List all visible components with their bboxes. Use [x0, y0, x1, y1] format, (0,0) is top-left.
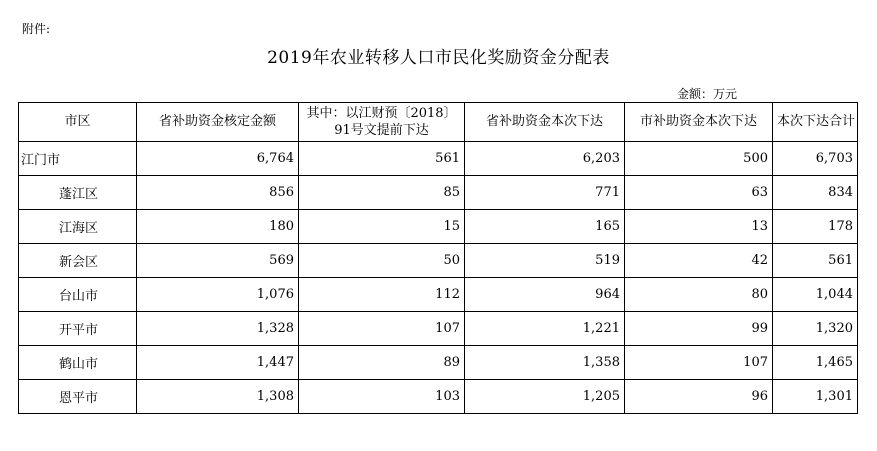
row-name: 新会区: [19, 244, 137, 278]
cell-city-current: 42: [625, 244, 773, 278]
cell-advance: 85: [299, 176, 465, 210]
cell-approved: 6,764: [137, 142, 299, 176]
row-name: 开平市: [19, 312, 137, 346]
table-row: [19, 312, 858, 346]
cell-approved: 1,308: [137, 380, 299, 414]
cell-provincial-current: 519: [465, 244, 625, 278]
cell-total: 178: [773, 210, 858, 244]
cell-provincial-current: 6,203: [465, 142, 625, 176]
header-current-total: 本次下达合计: [773, 103, 858, 142]
cell-approved: 1,328: [137, 312, 299, 346]
cell-total: 834: [773, 176, 858, 210]
cell-provincial-current: 964: [465, 278, 625, 312]
cell-provincial-current: 771: [465, 176, 625, 210]
cell-approved: 1,447: [137, 346, 299, 380]
table-row: [19, 176, 858, 210]
attachment-label: 附件:: [22, 22, 51, 36]
cell-city-current: 80: [625, 278, 773, 312]
header-advance-amount: 其中：以江财预〔2018〕91号文提前下达: [299, 103, 465, 142]
cell-city-current: 500: [625, 142, 773, 176]
cell-provincial-current: 1,221: [465, 312, 625, 346]
cell-city-current: 107: [625, 346, 773, 380]
cell-advance: 107: [299, 312, 465, 346]
cell-advance: 89: [299, 346, 465, 380]
cell-total: 1,301: [773, 380, 858, 414]
cell-approved: 1,076: [137, 278, 299, 312]
cell-provincial-current: 1,358: [465, 346, 625, 380]
cell-city-current: 99: [625, 312, 773, 346]
row-name: 鹤山市: [19, 346, 137, 380]
table-row: [19, 380, 858, 414]
cell-total: 1,320: [773, 312, 858, 346]
cell-advance: 50: [299, 244, 465, 278]
header-provincial-current: 省补助资金本次下达: [465, 103, 625, 142]
cell-provincial-current: 165: [465, 210, 625, 244]
cell-city-current: 63: [625, 176, 773, 210]
cell-advance: 15: [299, 210, 465, 244]
cell-approved: 569: [137, 244, 299, 278]
header-district: 市区: [19, 103, 137, 142]
cell-total: 1,044: [773, 278, 858, 312]
table-row: [19, 244, 858, 278]
unit-label: 金额：万元: [677, 87, 738, 101]
row-name: 江海区: [19, 210, 137, 244]
cell-advance: 112: [299, 278, 465, 312]
table-row: [19, 210, 858, 244]
row-name: 恩平市: [19, 380, 137, 414]
cell-total: 1,465: [773, 346, 858, 380]
table-row: [19, 346, 858, 380]
cell-provincial-current: 1,205: [465, 380, 625, 414]
cell-total: 561: [773, 244, 858, 278]
header-approved-amount: 省补助资金核定金额: [137, 103, 299, 142]
cell-city-current: 96: [625, 380, 773, 414]
allocation-table: [18, 102, 858, 414]
cell-advance: 103: [299, 380, 465, 414]
page-title: 2019年农业转移人口市民化奖励资金分配表: [267, 48, 610, 68]
row-name: 江门市: [19, 142, 137, 176]
table-header-row: [19, 103, 858, 142]
cell-total: 6,703: [773, 142, 858, 176]
row-name: 台山市: [19, 278, 137, 312]
cell-city-current: 13: [625, 210, 773, 244]
row-name: 蓬江区: [19, 176, 137, 210]
table-row: [19, 278, 858, 312]
cell-approved: 856: [137, 176, 299, 210]
header-city-current: 市补助资金本次下达: [625, 103, 773, 142]
cell-approved: 180: [137, 210, 299, 244]
table-row: [19, 142, 858, 176]
cell-advance: 561: [299, 142, 465, 176]
